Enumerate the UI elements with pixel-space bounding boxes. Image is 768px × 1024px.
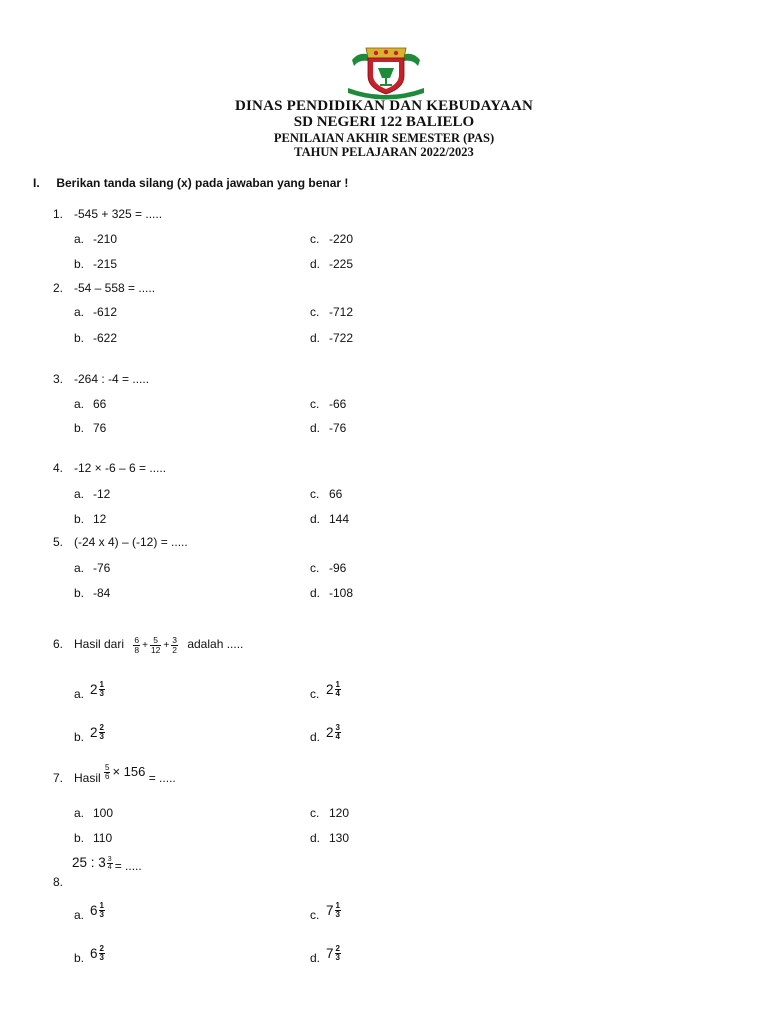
question-number: 7. [53, 771, 64, 785]
question-1 [53, 207, 162, 221]
question-text: -12 × -6 – 6 = ..... [74, 461, 167, 475]
expression-text: 25 : 3 [72, 855, 106, 870]
mixed-number: 6 $\frac{1}{3}$ [90, 901, 104, 919]
option-7b[interactable]: b. 110 [74, 831, 113, 845]
question-8 [53, 875, 74, 889]
section-instruction-text: Berikan tanda silang (x) pada jawaban yang benar ! [56, 176, 349, 190]
times-expression: × 156 [112, 764, 146, 779]
question-text: -264 : -4 = ..... [74, 372, 150, 386]
option-8c[interactable]: c. 7 $\frac{1}{3}$ [310, 901, 340, 922]
fraction: $\frac{3}{2}$ [172, 635, 177, 655]
fraction: $\frac{5}{12}$ [150, 635, 161, 655]
mixed-number: 2 $\frac{3}{4}$ [326, 723, 340, 741]
question-4 [53, 461, 166, 475]
section-number: I. [33, 176, 40, 190]
question-number: 8. [53, 875, 64, 889]
option-3b[interactable]: b. 76 [74, 421, 107, 435]
option-1a[interactable]: a. -210 [74, 232, 118, 246]
option-5c[interactable]: c. -96 [310, 561, 347, 575]
option-2b[interactable]: b. -622 [74, 331, 118, 345]
option-6d[interactable]: d. 2 $\frac{3}{4}$ [310, 723, 340, 744]
mixed-number: 6 $\frac{2}{3}$ [90, 944, 104, 962]
option-7d[interactable]: d. 130 [310, 831, 350, 845]
question-suffix: adalah ..... [187, 637, 244, 652]
option-5b[interactable]: b. -84 [74, 586, 111, 600]
section-instruction [33, 176, 348, 190]
question-6 [53, 636, 243, 654]
option-6c[interactable]: c. 2 $\frac{1}{4}$ [310, 680, 340, 701]
header-academic-year: TAHUN PELAJARAN 2022/2023 [294, 145, 474, 159]
fraction: $\frac{6}{8}$ [134, 635, 140, 655]
school-emblem-logo [344, 44, 428, 100]
question-prefix: Hasil [74, 771, 101, 785]
question-prefix: Hasil dari [74, 637, 125, 652]
plus-sign: + [163, 640, 170, 652]
mixed-number: 2 $\frac{1}{4}$ [326, 680, 340, 698]
option-8a[interactable]: a. 6 $\frac{1}{3}$ [74, 901, 104, 922]
mixed-number: 2 $\frac{1}{3}$ [90, 680, 104, 698]
mixed-number: 2 $\frac{2}{3}$ [90, 723, 104, 741]
option-4d[interactable]: d. 144 [310, 512, 350, 526]
question-suffix: = ..... [148, 771, 176, 785]
option-2c[interactable]: c. -712 [310, 305, 354, 319]
option-1c[interactable]: c. -220 [310, 232, 354, 246]
option-2d[interactable]: d. -722 [310, 331, 354, 345]
question-number: 6. [53, 637, 64, 652]
header-school-name: SD NEGERI 122 BALIELO [293, 114, 475, 130]
option-7c[interactable]: c. 120 [310, 806, 350, 820]
question-number: 4. [53, 461, 64, 475]
question-suffix: = ..... [114, 859, 142, 873]
plus-sign: + [142, 640, 148, 652]
option-1d[interactable]: d. -225 [310, 257, 354, 271]
question-number: 3. [53, 372, 64, 386]
option-4b[interactable]: b. 12 [74, 512, 107, 526]
option-5d[interactable]: d. -108 [310, 586, 354, 600]
question-5 [53, 535, 188, 549]
question-number: 1. [53, 207, 64, 221]
question-3 [53, 372, 149, 386]
fraction: $\frac{3}{4}$ [107, 856, 112, 872]
fraction: $\frac{5}{6}$ [105, 763, 110, 782]
option-4c[interactable]: c. 66 [310, 487, 343, 501]
option-2a[interactable]: a. -612 [74, 305, 118, 319]
question-number: 5. [53, 535, 64, 549]
option-5a[interactable]: a. -76 [74, 561, 111, 575]
question-2 [53, 281, 155, 295]
mixed-number: 7 $\frac{1}{3}$ [326, 901, 340, 919]
option-6b[interactable]: b. 2 $\frac{2}{3}$ [74, 723, 104, 744]
option-6a[interactable]: a. 2 $\frac{1}{3}$ [74, 680, 104, 701]
option-3d[interactable]: d. -76 [310, 421, 347, 435]
option-8b[interactable]: b. 6 $\frac{2}{3}$ [74, 944, 104, 965]
option-8d[interactable]: d. 7 $\frac{2}{3}$ [310, 944, 340, 965]
question-text: -545 + 325 = ..... [74, 207, 163, 221]
option-3a[interactable]: a. 66 [74, 397, 107, 411]
option-1b[interactable]: b. -215 [74, 257, 118, 271]
question-text: (-24 x 4) – (-12) = ..... [74, 535, 188, 549]
question-text: -54 – 558 = ..... [74, 281, 156, 295]
question-7 [53, 763, 176, 785]
option-4a[interactable]: a. -12 [74, 487, 111, 501]
question-number: 2. [53, 281, 64, 295]
mixed-number: 7 $\frac{2}{3}$ [326, 944, 340, 962]
header-exam-title: PENILAIAN AKHIR SEMESTER (PAS) [273, 131, 495, 145]
option-7a[interactable]: a. 100 [74, 806, 114, 820]
option-3c[interactable]: c. -66 [310, 397, 347, 411]
question-8-expression [72, 855, 142, 871]
header-agency: DINAS PENDIDIKAN DAN KEBUDAYAAN [234, 98, 534, 114]
